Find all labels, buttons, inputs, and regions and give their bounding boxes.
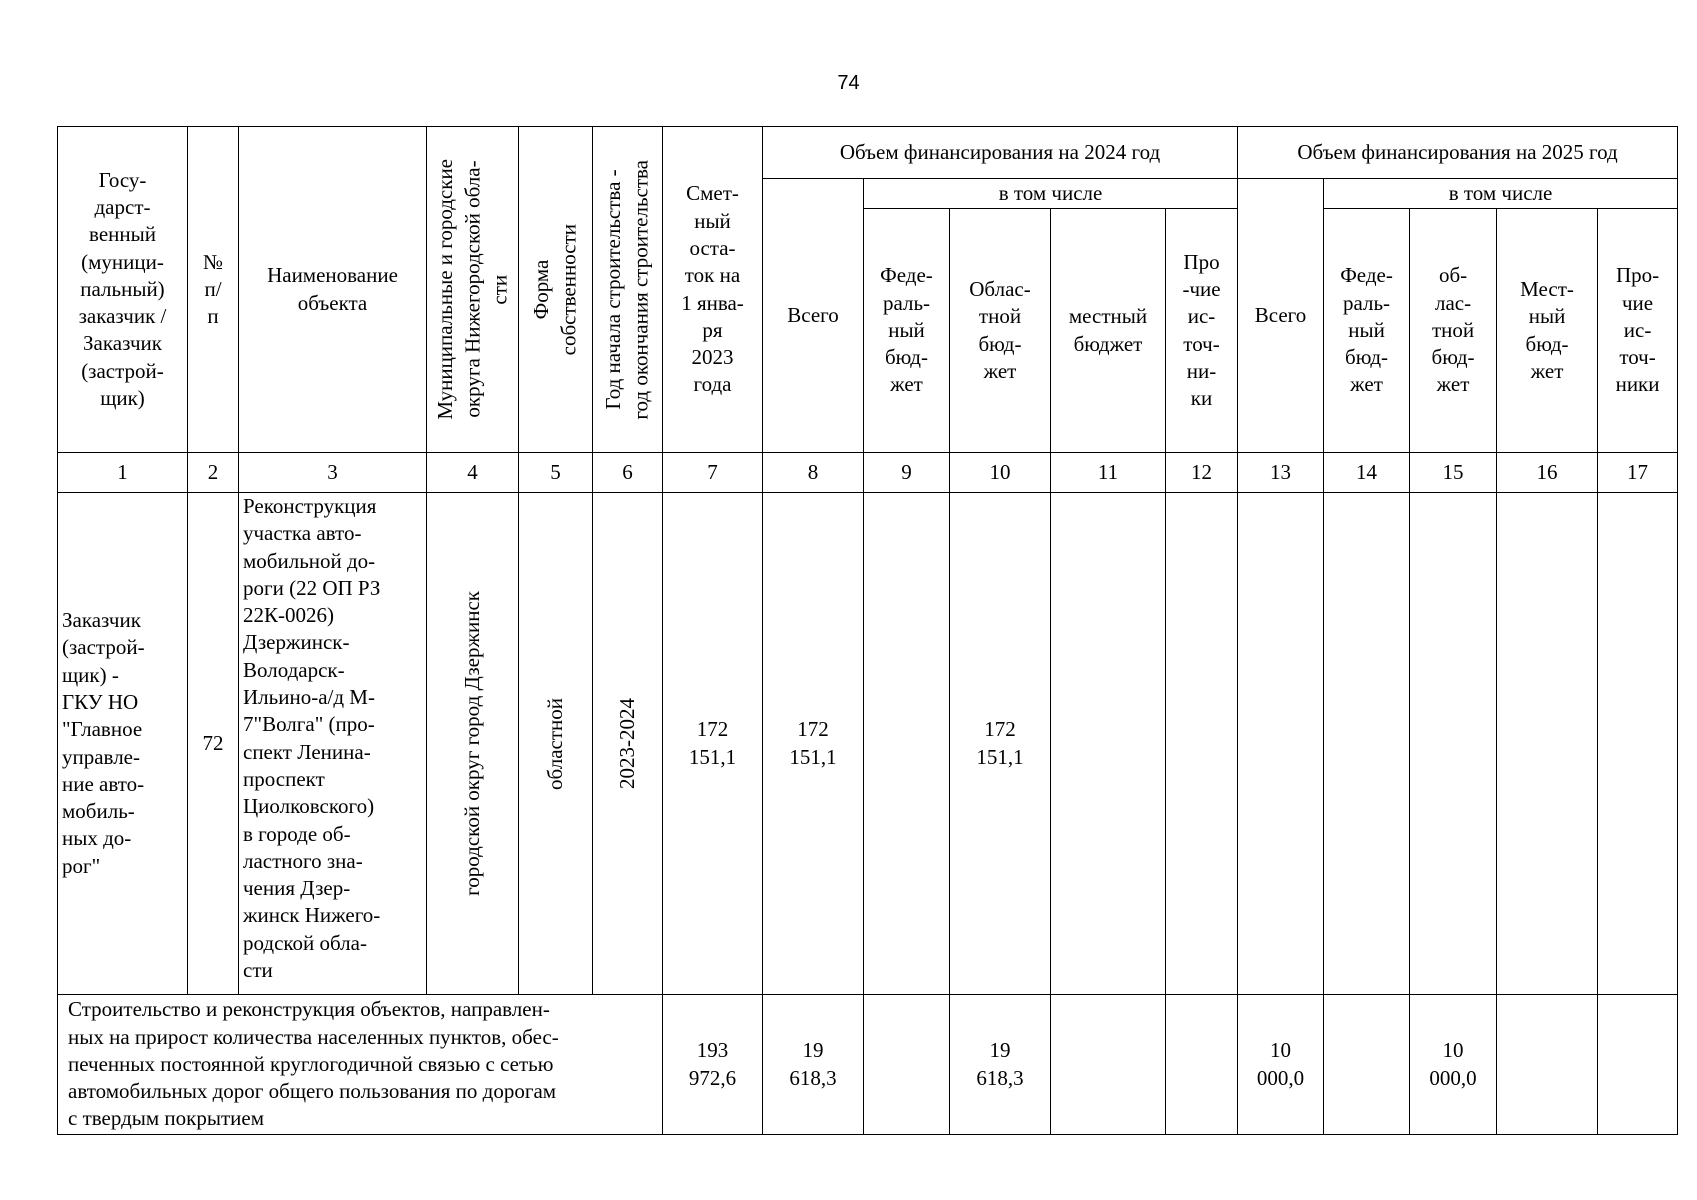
header-local-2025: Мест- ный бюд- жет xyxy=(1497,209,1598,453)
row-regional-2024: 172 151,1 xyxy=(950,493,1051,995)
col-number: 2 xyxy=(188,453,239,493)
col-number: 7 xyxy=(663,453,763,493)
row-customer: Заказчик (застрой- щик) - ГКУ НО "Главное управле- ние авто- мобиль- ных до- рог" xyxy=(58,493,188,995)
row-district: городской округ город Дзержинск xyxy=(459,591,484,896)
col-number: 8 xyxy=(763,453,864,493)
header-object-name: Наименование объекта xyxy=(239,127,427,453)
col-number: 13 xyxy=(1238,453,1324,493)
header-including-2025: в том числе xyxy=(1324,179,1678,209)
summary-local-2025 xyxy=(1497,995,1598,1135)
col-number: 17 xyxy=(1598,453,1678,493)
row-other-2024 xyxy=(1166,493,1238,995)
header-total-2024: Всего xyxy=(763,179,864,453)
summary-other-2025 xyxy=(1598,995,1678,1135)
header-regional-2025: об- лас- тной бюд- жет xyxy=(1410,209,1497,453)
row-object-name: Реконструкция участка авто- мобильной до- роги (22 ОП РЗ 22К-0026) Дзержинск- Володарск- Ильино-а/д М- 7"Волга" (про- спект Ленина- проспект Циолковского) в городе об- ластного зна- чения Дзер- жинск Нижего- родской обла- сти xyxy=(239,493,427,995)
header-including-2024: в том числе xyxy=(864,179,1238,209)
header-local-2024: местный бюджет xyxy=(1051,209,1166,453)
summary-total-2025: 10 000,0 xyxy=(1238,995,1324,1135)
header-district-cell xyxy=(427,127,519,453)
col-number: 3 xyxy=(239,453,427,493)
summary-federal-2024 xyxy=(864,995,950,1135)
col-number: 16 xyxy=(1497,453,1598,493)
summary-row xyxy=(58,995,1678,1135)
header-ownership-cell xyxy=(519,127,593,453)
col-number: 4 xyxy=(427,453,519,493)
header-years: Год начала строительства - год окончания строительства xyxy=(601,159,653,420)
column-number-row xyxy=(58,453,1678,493)
header-ownership: Форма собственности xyxy=(529,223,581,356)
row-federal-2024 xyxy=(864,493,950,995)
summary-local-2024 xyxy=(1051,995,1166,1135)
summary-total-2024: 19 618,3 xyxy=(763,995,864,1135)
summary-regional-2024: 19 618,3 xyxy=(950,995,1051,1135)
row-remainder: 172 151,1 xyxy=(663,493,763,995)
summary-regional-2025: 10 000,0 xyxy=(1410,995,1497,1135)
header-number: № п/ п xyxy=(188,127,239,453)
summary-other-2024 xyxy=(1166,995,1238,1135)
row-other-2025 xyxy=(1598,493,1678,995)
header-other-2025: Про- чие ис- точ- ники xyxy=(1598,209,1678,453)
col-number: 6 xyxy=(593,453,663,493)
row-district-cell xyxy=(427,493,519,995)
row-years-cell xyxy=(593,493,663,995)
header-total-2025: Всего xyxy=(1238,179,1324,453)
row-ownership: областной xyxy=(542,697,567,790)
row-years: 2023-2024 xyxy=(614,698,639,789)
col-number: 14 xyxy=(1324,453,1410,493)
row-federal-2025 xyxy=(1324,493,1410,995)
header-federal-2024: Феде- раль- ный бюд- жет xyxy=(864,209,950,453)
row-total-2024: 172 151,1 xyxy=(763,493,864,995)
header-remainder: Смет- ный оста- ток на 1 янва- ря 2023 года xyxy=(663,127,763,453)
col-number: 12 xyxy=(1166,453,1238,493)
summary-remainder: 193 972,6 xyxy=(663,995,763,1135)
row-local-2025 xyxy=(1497,493,1598,995)
page-number: 74 xyxy=(837,72,860,94)
col-number: 1 xyxy=(58,453,188,493)
row-ownership-cell xyxy=(519,493,593,995)
header-other-2024: Про -чие ис- точ- ни- ки xyxy=(1166,209,1238,453)
header-financing-2024: Объем финансирования на 2024 год xyxy=(763,127,1238,179)
header-financing-2025: Объем финансирования на 2025 год xyxy=(1238,127,1678,179)
col-number: 9 xyxy=(864,453,950,493)
table-row xyxy=(58,493,1678,995)
col-number: 11 xyxy=(1051,453,1166,493)
col-number: 5 xyxy=(519,453,593,493)
header-years-cell xyxy=(593,127,663,453)
header-regional-2024: Облас- тной бюд- жет xyxy=(950,209,1051,453)
row-regional-2025 xyxy=(1410,493,1497,995)
col-number: 15 xyxy=(1410,453,1497,493)
financing-table xyxy=(57,126,1678,1135)
row-local-2024 xyxy=(1051,493,1166,995)
row-total-2025 xyxy=(1238,493,1324,995)
header-federal-2025: Феде- раль- ный бюд- жет xyxy=(1324,209,1410,453)
summary-federal-2025 xyxy=(1324,995,1410,1135)
row-number: 72 xyxy=(188,493,239,995)
header-customer: Госу- дарст- венный (муници- пальный) заказчик / Заказчик (застрой- щик) xyxy=(58,127,188,453)
summary-label: Строительство и реконструкция объектов, направлен- ных на прирост количества населенных пунктов, обес- печенных постоянной круглогодичной связью с сетью автомобильных дорог общего пользования по дорогам с твердым покрытием xyxy=(58,995,663,1135)
header-district: Муниципальные и городские округа Нижегородской обла- сти xyxy=(432,159,512,420)
col-number: 10 xyxy=(950,453,1051,493)
